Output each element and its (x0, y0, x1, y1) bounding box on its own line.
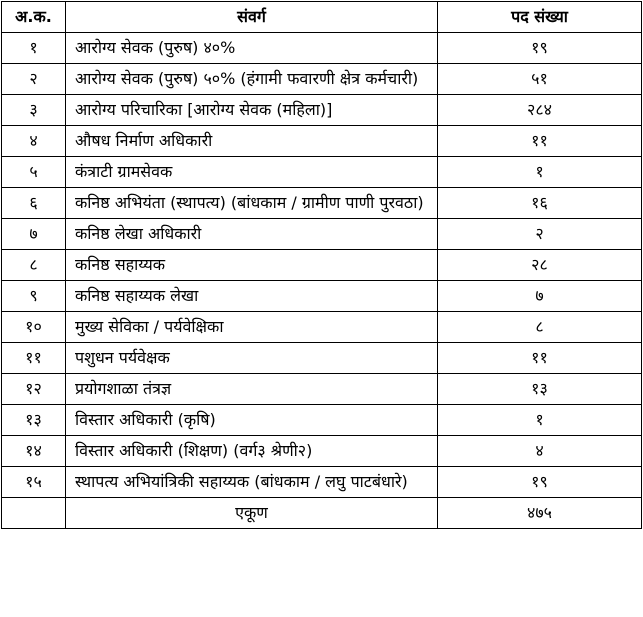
row-cadre: मुख्य सेविका / पर्यवेक्षिका (66, 312, 438, 343)
row-sr: १५ (2, 467, 66, 498)
row-sr: २ (2, 64, 66, 95)
row-cadre: प्रयोगशाळा तंत्रज्ञ (66, 374, 438, 405)
row-sr: ११ (2, 343, 66, 374)
row-cadre: आरोग्य सेवक (पुरुष) ५०% (हंगामी फवारणी क्षेत्र कर्मचारी) (66, 64, 438, 95)
row-cadre: कनिष्ठ अभियंता (स्थापत्य) (बांधकाम / ग्रामीण पाणी पुरवठा) (66, 188, 438, 219)
row-cadre: कंत्राटी ग्रामसेवक (66, 157, 438, 188)
row-posts: २ (438, 219, 642, 250)
row-sr: ९ (2, 281, 66, 312)
header-sr: अ.क. (2, 2, 66, 33)
row-posts: १ (438, 405, 642, 436)
table-row (2, 312, 642, 343)
row-posts: २८४ (438, 95, 642, 126)
table-row (2, 405, 642, 436)
table-row (2, 219, 642, 250)
header-cadre: संवर्ग (66, 2, 438, 33)
row-cadre: स्थापत्य अभियांत्रिकी सहाय्यक (बांधकाम / लघु पाटबंधारे) (66, 467, 438, 498)
row-sr: १० (2, 312, 66, 343)
row-posts: ११ (438, 126, 642, 157)
total-empty-cell (2, 498, 66, 529)
header-posts: पद संख्या (438, 2, 642, 33)
table-row (2, 250, 642, 281)
row-sr: १ (2, 33, 66, 64)
row-sr: ६ (2, 188, 66, 219)
row-posts: ७ (438, 281, 642, 312)
row-posts: ५१ (438, 64, 642, 95)
row-sr: ३ (2, 95, 66, 126)
row-sr: ८ (2, 250, 66, 281)
total-row (2, 498, 642, 529)
row-posts: ११ (438, 343, 642, 374)
table-row (2, 374, 642, 405)
row-posts: ४ (438, 436, 642, 467)
row-posts: ८ (438, 312, 642, 343)
row-sr: ४ (2, 126, 66, 157)
table-row (2, 95, 642, 126)
row-sr: ७ (2, 219, 66, 250)
header-row (2, 2, 642, 33)
table-row (2, 281, 642, 312)
row-posts: २८ (438, 250, 642, 281)
table-row (2, 157, 642, 188)
table-row (2, 436, 642, 467)
row-cadre: विस्तार अधिकारी (शिक्षण) (वर्ग३ श्रेणी२) (66, 436, 438, 467)
row-sr: १३ (2, 405, 66, 436)
row-cadre: पशुधन पर्यवेक्षक (66, 343, 438, 374)
row-posts: १३ (438, 374, 642, 405)
table-row (2, 188, 642, 219)
total-label: एकूण (66, 498, 438, 529)
row-cadre: कनिष्ठ सहाय्यक लेखा (66, 281, 438, 312)
row-cadre: आरोग्य परिचारिका [आरोग्य सेवक (महिला)] (66, 95, 438, 126)
row-sr: १२ (2, 374, 66, 405)
total-posts: ४७५ (438, 498, 642, 529)
row-cadre: कनिष्ठ लेखा अधिकारी (66, 219, 438, 250)
row-posts: १ (438, 157, 642, 188)
posts-table (1, 1, 642, 529)
row-posts: १९ (438, 33, 642, 64)
table-row (2, 467, 642, 498)
table-row (2, 64, 642, 95)
row-posts: १९ (438, 467, 642, 498)
row-cadre: आरोग्य सेवक (पुरुष) ४०% (66, 33, 438, 64)
row-sr: ५ (2, 157, 66, 188)
row-cadre: कनिष्ठ सहाय्यक (66, 250, 438, 281)
row-posts: १६ (438, 188, 642, 219)
row-cadre: औषध निर्माण अधिकारी (66, 126, 438, 157)
table-row (2, 33, 642, 64)
table-row (2, 343, 642, 374)
row-cadre: विस्तार अधिकारी (कृषि) (66, 405, 438, 436)
table-row (2, 126, 642, 157)
row-sr: १४ (2, 436, 66, 467)
